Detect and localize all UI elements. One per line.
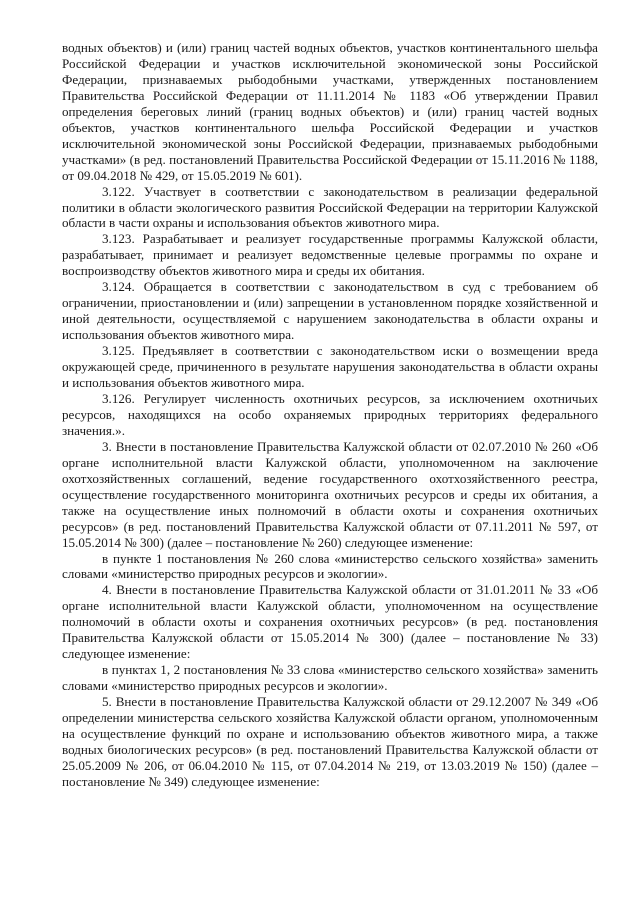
paragraph-item-4-change: в пунктах 1, 2 постановления № 33 слова «министерство сельского хозяйства» заменить словами «министерство природных ресурсов и экологии».: [62, 662, 598, 694]
paragraph-item-5: 5. Внести в постановление Правительства Калужской области от 29.12.2007 № 349 «Об определении министерства сельского хозяйства Калужской области органом, уполномоченным на осуществление функций по охране и использованию объектов животного мира, а также водных биологических ресурсов» (в ред. постановлений Правительства Калужской области от 25.05.2009 № 206, от 06.04.2010 № 115, от 07.04.2014 № 219, от 13.03.2019 № 150) (далее – постановление № 349) следующее изменение:: [62, 694, 598, 789]
paragraph-item-3-change: в пункте 1 постановления № 260 слова «министерство сельского хозяйства» заменить словами «министерство природных ресурсов и экологии».: [62, 550, 598, 582]
paragraph-3-122: 3.122. Участвует в соответствии с законодательством в реализации федеральной политики в области экологического развития Российской Федерации на территории Калужской области в части охраны и использования объектов животного мира.: [62, 183, 598, 231]
paragraph-continuation: водных объектов) и (или) границ частей водных объектов, участков континентального шельфа Российской Федерации и участков исключительной экономической зоны Российской Федерации, признаваемых рыбодобными участками, утвержденных постановлением Правительства Российской Федерации от 11.11.2014 № 1183 «Об утверждении Правил определения береговых линий (границ водных объектов) и (или) границ частей водных объектов, участков континентального шельфа Российской Федерации и участков исключительной экономической зоны Российской Федерации, признаваемых рыбодобными участками» (в ред. постановлений Правительства Российской Федерации от 15.11.2016 № 1188, от 09.04.2018 № 429, от 15.05.2019 № 601).: [62, 40, 598, 183]
paragraph-3-126: 3.126. Регулирует численность охотничьих ресурсов, за исключением охотничьих ресурсов, находящихся на особо охраняемых природных территориях федерального значения.».: [62, 390, 598, 438]
paragraph-item-3: 3. Внести в постановление Правительства Калужской области от 02.07.2010 № 260 «Об органе исполнительной власти Калужской области, уполномоченном на заключение охотхозяйственных соглашений, ведение государственного охотхозяйственного реестра, осуществление государственного мониторинга охотничьих ресурсов и среды их обитания, а также на осуществление иных полномочий в области охоты и сохранения охотничьих ресурсов» (в ред. постановлений Правительства Калужской области от 07.11.2011 № 597, от 15.05.2014 № 300) (далее – постановление № 260) следующее изменение:: [62, 438, 598, 550]
paragraph-3-125: 3.125. Предъявляет в соответствии с законодательством иски о возмещении вреда окружающей среде, причиненного в результате нарушения законодательства в области охраны и использования объектов животного мира.: [62, 343, 598, 391]
paragraph-3-124: 3.124. Обращается в соответствии с законодательством в суд с требованием об ограничении, приостановлении и (или) запрещении в установленном порядке хозяйственной и иной деятельности, осуществляемой с нарушением законодательства в области охраны и использования объектов животного мира.: [62, 279, 598, 343]
paragraph-item-4: 4. Внести в постановление Правительства Калужской области от 31.01.2011 № 33 «Об органе исполнительной власти Калужской области, уполномоченном на осуществление полномочий в области охоты и сохранения охотничьих ресурсов» (в ред. постановления Правительства Калужской области от 15.05.2014 № 300) (далее – постановление № 33) следующее изменение:: [62, 582, 598, 662]
paragraph-3-123: 3.123. Разрабатывает и реализует государственные программы Калужской области, разрабатывает, принимает и реализует ведомственные целевые программы по охране и воспроизводству объектов животного мира и среды их обитания.: [62, 231, 598, 279]
